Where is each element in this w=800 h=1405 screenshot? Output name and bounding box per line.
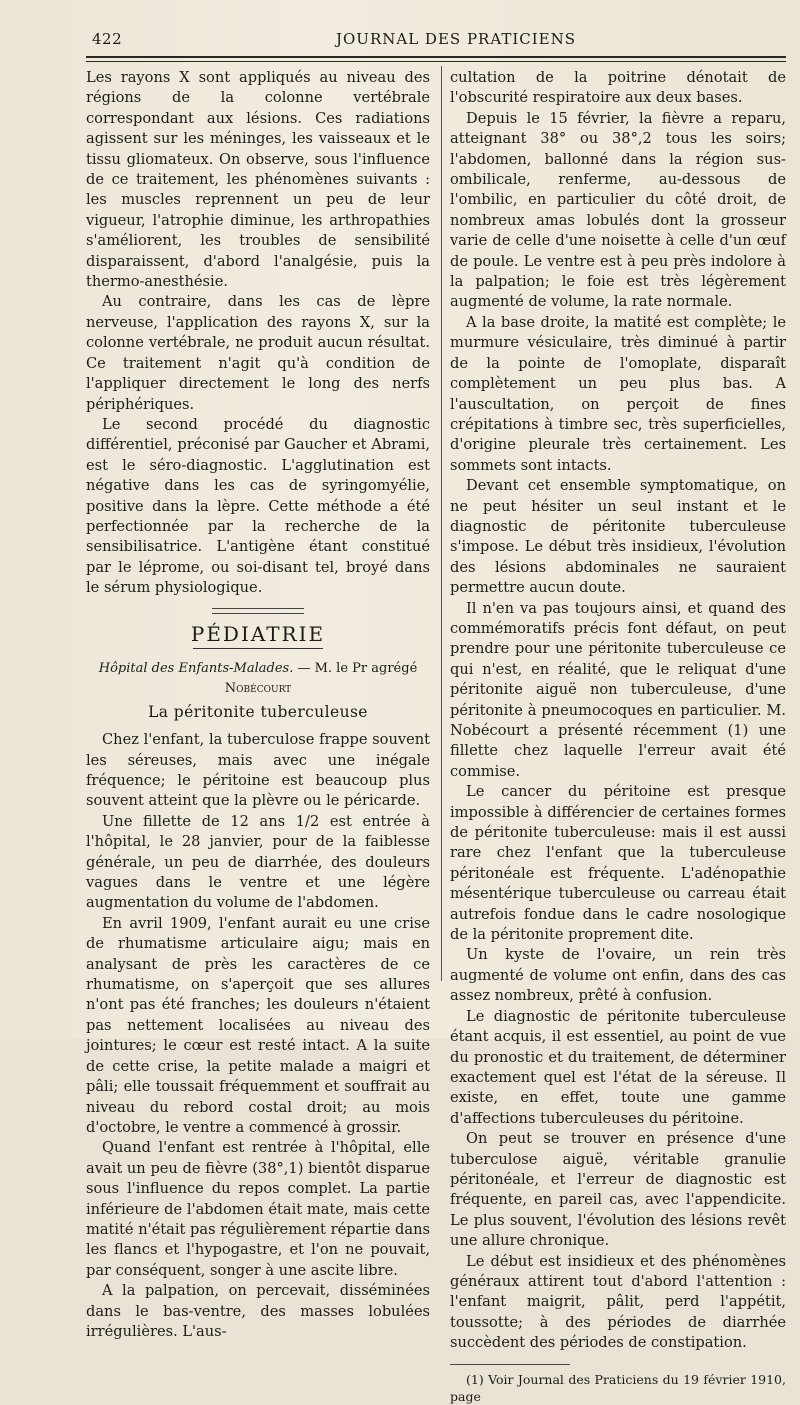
- paragraph: A la base droite, la matité est complète; le murmure vésiculaire, très diminué à partir de la pointe de l'omoplate, disparaît complètement un peu plus bas. A l'auscultation, on perçoit de fines crépitations à timbre sec, très superficielles, d'origine pleurale très certainement. Les sommets sont intacts.: [450, 313, 786, 474]
- paragraph: Il n'en va pas toujours ainsi, et quand des commémoratifs précis font défaut, on peut prendre pour une péritonite tuberculeuse ce qui n'est, en réalité, que le reliquat d'une péritonite aiguë non tuberculeuse, d'une péritonite à pneumocoques en particulier. M. Nobécourt a présenté récemment (1) une fillette chez laquelle l'erreur avait été commise.: [450, 599, 786, 780]
- paragraph: Le cancer du péritoine est presque impossible à différencier de certaines formes de péritonite tuberculeuse: mais il est aussi rare chez l'enfant que la tuberculeuse péritonéale est fréquente. L'adénopathie mésentérique tuberculeuse ou carreau était autrefois fondue dans le cadre nosologique de la péritonite proprement dite.: [450, 783, 786, 944]
- paragraph: Un kyste de l'ovaire, un rein très augmenté de volume ont enfin, dans des cas assez nombreux, prêté à confusion.: [450, 946, 786, 1005]
- paragraph: Devant cet ensemble symptomatique, on ne peut hésiter un seul instant et le diagnostic de péritonite tuberculeuse s'impose. Le début très insidieux, l'évolution des lésions abdominales ne sauraient permettre aucun doute.: [450, 477, 786, 597]
- paragraph: Le diagnostic de péritonite tuberculeuse étant acquis, il est essentiel, au point de vue du pronostic et du traitement, de déterminer exactement quel est l'état de la séreuse. Il existe, en effet, toute une gamme d'affections tuberculeuses du péritoine.: [450, 1007, 786, 1127]
- paragraph: Les rayons X sont appliqués au niveau des régions de la colonne vertébrale correspondant aux lésions. Ces radiations agissent sur les méninges, les vaisseaux et le tissu gliomateux. On observe, sous l'influence de ce traitement, les phénomènes suivants : les muscles reprennent un peu de leur vigueur, l'atrophie diminue, les arthropathies s'améliorent, les troubles de sensibilité disparaissent, d'abord l'analgésie, puis la thermo-anesthésie.: [86, 69, 430, 291]
- header-rule: [86, 56, 786, 62]
- footnote-rule: [450, 1364, 570, 1365]
- section-separator: [212, 608, 304, 614]
- paragraph: On peut se trouver en présence d'une tuberculose aiguë, véritable granulie péritonéale, et l'erreur de diagnostic est fréquente, en pareil cas, avec l'appendicite. Le plus souvent, l'évolution des lésions revêt une allure chronique.: [450, 1130, 786, 1250]
- journal-title: JOURNAL DES PRATICIENS: [336, 30, 577, 48]
- hospital-name: Nobécourt: [224, 681, 292, 697]
- hospital-italic: Hôpital des Enfants-Malades.: [98, 660, 294, 676]
- page-header: [86, 28, 786, 50]
- left-column: [86, 68, 430, 1342]
- column-divider: [441, 66, 442, 981]
- footnote: (1) Voir Journal des Praticiens du 19 février 1910, page: [450, 1371, 786, 1404]
- section-title: PÉDIATRIE: [190, 621, 326, 646]
- hospital-line: [86, 659, 430, 700]
- paragraph-continuation: cultation de la poitrine dénotait de l'obscurité respiratoire aux deux bases.: [450, 69, 786, 107]
- paragraph: Quand l'enfant est rentrée à l'hôpital, elle avait un peu de fièvre (38°,1) bientôt disparue sous l'influence du repos complet. La partie inférieure de l'abdomen était mate, mais cette matité n'était pas régulièrement répartie dans les flancs et l'hypogastre, et l'on ne pouvait, par conséquent, songer à une ascite libre.: [86, 1139, 430, 1279]
- paragraph: Le début est insidieux et des phénomènes généraux attirent tout d'abord l'attention : l'enfant maigrit, pâlit, perd l'appétit, toussotte; à des périodes de diarrhée succèdent des périodes de constipation.: [450, 1252, 786, 1352]
- hospital-rest: — M. le Pr agrégé: [293, 660, 418, 676]
- section-title-rule: [193, 648, 323, 649]
- paragraph: Au contraire, dans les cas de lèpre nerveuse, l'application des rayons X, sur la colonne vertébrale, ne produit aucun résultat. Ce traitement n'agit qu'à condition de l'appliquer directement le long des nerfs périphériques.: [86, 293, 430, 413]
- right-column: [450, 68, 786, 1405]
- paragraph: Le second procédé du diagnostic différentiel, préconisé par Gaucher et Abrami, est le séro-diagnostic. L'agglutination est négative dans les cas de syringomyélie, positive dans la lèpre. Cette méthode a été perfectionnée par la recherche de la sensibilisatrice. L'antigène étant constitué par le lépromе, ou soi-disant tel, broyé dans le sérum physiologique.: [86, 415, 430, 597]
- paragraph: Une fillette de 12 ans 1/2 est entrée à l'hôpital, le 28 janvier, pour de la faiblesse générale, un peu de diarrhée, des douleurs vagues dans le ventre et une légère augmentation du volume de l'abdomen.: [86, 812, 430, 912]
- paragraph: A la palpation, on percevait, disséminées dans le bas-ventre, des masses lobulées irrégulières. L'aus-: [86, 1282, 430, 1340]
- paragraph: Depuis le 15 février, la fièvre a reparu, atteignant 38° ou 38°,2 tous les soirs; l'abdomen, ballonné dans la région sus-ombilicale, renferme, au-dessous de l'ombilic, en particulier du côté droit, de nombreux amas lobulés dont la grosseur varie de celle d'une noisette à celle d'un œuf de poule. Le ventre est à peu près indolore à la palpation; le foie est très légèrement augmenté de volume, la rate normale.: [450, 109, 786, 311]
- article-title: La péritonite tuberculeuse: [148, 702, 368, 721]
- paragraph: En avril 1909, l'enfant aurait eu une crise de rhumatisme articulaire aigu; mais en analysant de près les caractères de ce rhumatisme, on s'aperçoit que ses allures n'ont pas été franches; les douleurs n'étaient pas nettement localisées au niveau des jointures; le cœur est resté intact. A la suite de cette crise, la petite malade a maigri et pâli; elle toussait fréquemment et souffrait au niveau du rebord costal droit; au mois d'octobre, le ventre a commencé à grossir.: [86, 914, 430, 1136]
- paragraph: Chez l'enfant, la tuberculose frappe souvent les séreuses, mais avec une inégale fréquence; le péritoine est beaucoup plus souvent atteint que la plèvre ou le péricarde.: [86, 731, 430, 810]
- page-number: 422: [92, 30, 123, 48]
